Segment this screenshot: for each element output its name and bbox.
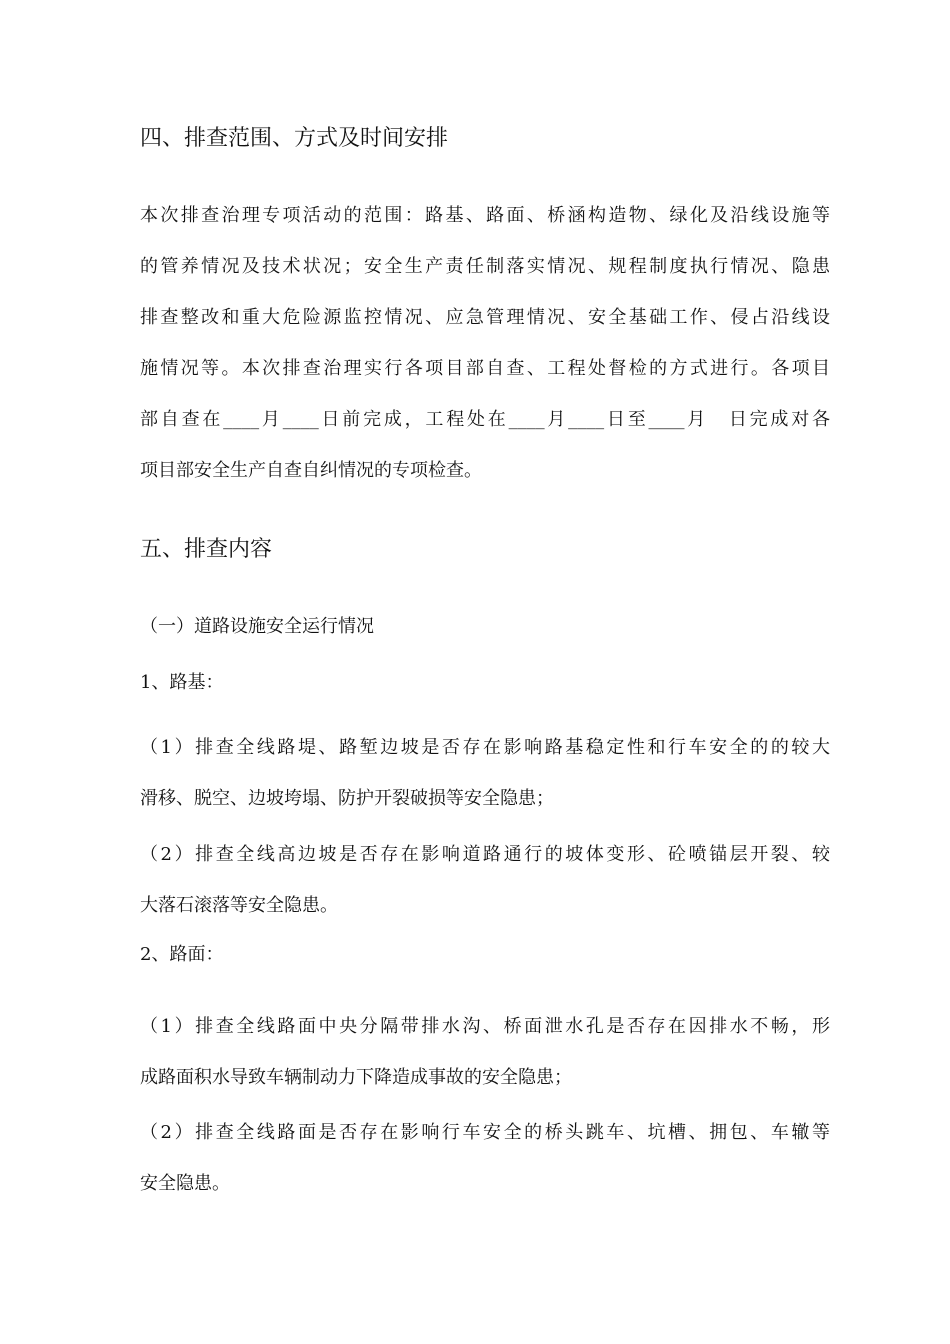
paragraph-line: （2）排查全线路面是否存在影响行车安全的桥头跳车、坑槽、拥包、车辙等 bbox=[140, 1122, 830, 1143]
pavement-point-1 bbox=[140, 1001, 830, 1103]
paragraph-line: 本次排查治理专项活动的范围：路基、路面、桥涵构造物、绿化及沿线设施等 bbox=[140, 205, 830, 226]
paragraph-line: 滑移、脱空、边坡垮塌、防护开裂破损等安全隐患； bbox=[140, 788, 554, 809]
roadbed-point-2 bbox=[140, 829, 830, 931]
scope-paragraph bbox=[140, 190, 830, 496]
subsection-heading: （一）道路设施安全运行情况 bbox=[140, 616, 374, 637]
item-pavement-title: 2、路面： bbox=[140, 944, 224, 965]
paragraph-line: 施情况等。本次排查治理实行各项目部自查、工程处督检的方式进行。各项目 bbox=[140, 358, 830, 379]
pavement-point-2 bbox=[140, 1107, 830, 1209]
paragraph-line: （1）排查全线路面中央分隔带排水沟、桥面泄水孔是否存在因排水不畅，形 bbox=[140, 1016, 830, 1037]
item-roadbed-title: 1、路基： bbox=[140, 672, 224, 693]
roadbed-point-1 bbox=[140, 722, 830, 824]
section-five-heading: 五、排查内容 bbox=[140, 537, 273, 562]
paragraph-line: 排查整改和重大危险源监控情况、应急管理情况、安全基础工作、侵占沿线设 bbox=[140, 307, 830, 328]
paragraph-line: 的管养情况及技术状况；安全生产责任制落实情况、规程制度执行情况、隐患 bbox=[140, 256, 830, 277]
section-four-heading: 四、排查范围、方式及时间安排 bbox=[140, 126, 449, 151]
paragraph-line: 成路面积水导致车辆制动力下降造成事故的安全隐患； bbox=[140, 1067, 572, 1088]
paragraph-line: （2）排查全线高边坡是否存在影响道路通行的坡体变形、砼喷锚层开裂、较 bbox=[140, 844, 830, 865]
paragraph-line: （1）排查全线路堤、路堑边坡是否存在影响路基稳定性和行车安全的的较大 bbox=[140, 737, 830, 758]
paragraph-line: 大落石滚落等安全隐患。 bbox=[140, 895, 338, 916]
paragraph-line: 安全隐患。 bbox=[140, 1173, 230, 1194]
paragraph-line: 部自查在____月____日前完成，工程处在____月____日至____月 日完成对各 bbox=[140, 409, 830, 430]
paragraph-line: 项目部安全生产自查自纠情况的专项检查。 bbox=[140, 460, 482, 481]
